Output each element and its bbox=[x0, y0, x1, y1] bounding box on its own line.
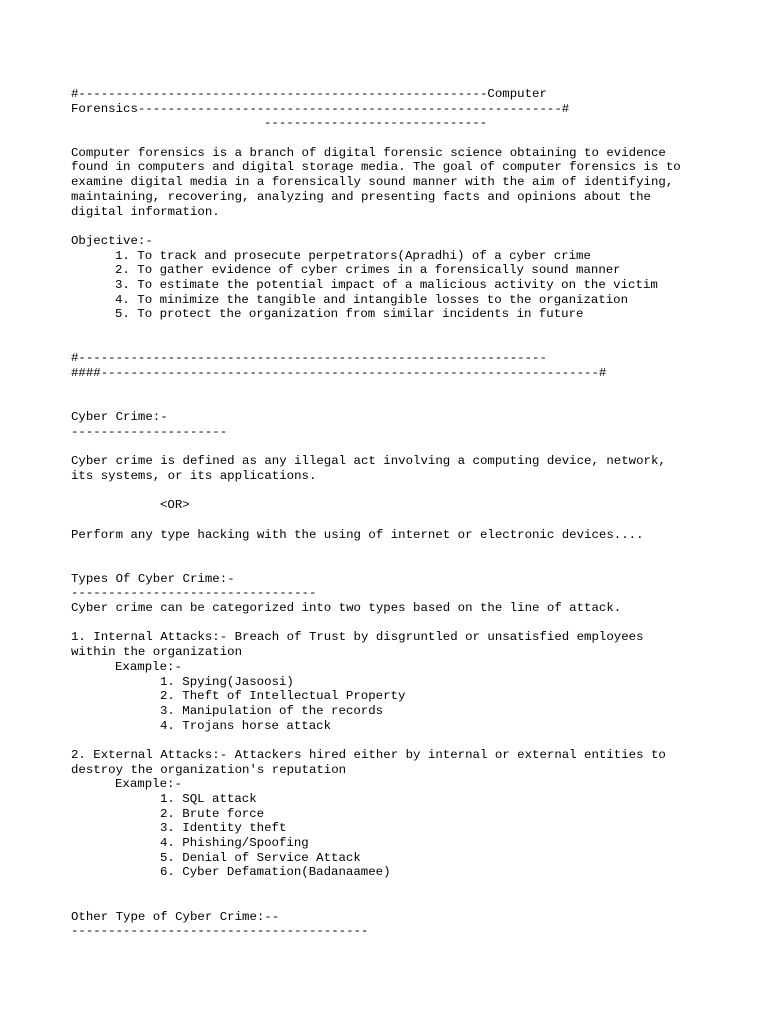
objective-item: 2. To gather evidence of cyber crimes in a forensically sound manner bbox=[115, 263, 621, 278]
types-rule: --------------------------------- bbox=[71, 586, 317, 601]
external-attacks-line: 2. External Attacks:- Attackers hired either by internal or external entities to bbox=[71, 747, 666, 762]
intro-line: examine digital media in a forensically sound manner with the aim of identifying, bbox=[71, 175, 674, 190]
intro-line: digital information. bbox=[71, 204, 220, 219]
intro-line: found in computers and digital storage media. The goal of computer forensics is to bbox=[71, 160, 681, 175]
internal-example-item: 1. Spying(Jasoosi) bbox=[160, 674, 294, 689]
intro-line: Computer forensics is a branch of digital forensic science obtaining to evidence bbox=[71, 145, 666, 160]
objective-item: 1. To track and prosecute perpetrators(Apradhi) of a cyber crime bbox=[115, 248, 591, 263]
internal-attacks-line: 1. Internal Attacks:- Breach of Trust by disgruntled or unsatisfied employees bbox=[71, 630, 644, 645]
objective-item: 4. To minimize the tangible and intangible losses to the organization bbox=[115, 292, 629, 307]
other-types-heading: Other Type of Cyber Crime:-- bbox=[71, 909, 280, 924]
internal-attacks-line: within the organization bbox=[71, 645, 243, 660]
types-heading: Types Of Cyber Crime:- bbox=[71, 571, 235, 586]
external-attacks-line: destroy the organization's reputation bbox=[71, 762, 347, 777]
separator-line-2: ####-------------------------------------------------------------------# bbox=[71, 366, 607, 381]
external-example-item: 3. Identity theft bbox=[160, 821, 287, 836]
document-page bbox=[71, 87, 731, 939]
separator-line-1: #--------------------------------------------------------------- bbox=[71, 351, 547, 366]
external-example-item: 5. Denial of Service Attack bbox=[160, 850, 361, 865]
internal-example-item: 4. Trojans horse attack bbox=[160, 718, 332, 733]
definition-line: its systems, or its applications. bbox=[71, 468, 317, 483]
intro-line: maintaining, recovering, analyzing and presenting facts and opinions about the bbox=[71, 189, 651, 204]
header-rule: ------------------------------ bbox=[264, 116, 488, 131]
external-example-item: 6. Cyber Defamation(Badanaamee) bbox=[160, 865, 391, 880]
external-example-item: 2. Brute force bbox=[160, 806, 265, 821]
objective-heading: Objective:- bbox=[71, 233, 153, 248]
objective-item: 3. To estimate the potential impact of a malicious activity on the victim bbox=[115, 277, 658, 292]
internal-example-item: 3. Manipulation of the records bbox=[160, 703, 384, 718]
objective-item: 5. To protect the organization from similar incidents in future bbox=[115, 307, 584, 322]
alternate-definition: Perform any type hacking with the using of internet or electronic devices.... bbox=[71, 527, 644, 542]
header-line-2: Forensics---------------------------------------------------------# bbox=[71, 101, 570, 116]
external-example-label: Example:- bbox=[115, 777, 182, 792]
definition-line: Cyber crime is defined as any illegal act involving a computing device, network, bbox=[71, 454, 666, 469]
internal-example-label: Example:- bbox=[115, 659, 182, 674]
cyber-crime-heading: Cyber Crime:- bbox=[71, 410, 168, 425]
external-example-item: 4. Phishing/Spoofing bbox=[160, 836, 309, 851]
cyber-crime-rule: --------------------- bbox=[71, 424, 228, 439]
or-separator: <OR> bbox=[160, 498, 190, 513]
other-types-rule: ---------------------------------------- bbox=[71, 924, 369, 939]
internal-example-item: 2. Theft of Intellectual Property bbox=[160, 689, 406, 704]
external-example-item: 1. SQL attack bbox=[160, 792, 257, 807]
header-line-1: #-------------------------------------------------------Computer bbox=[71, 87, 547, 101]
types-intro: Cyber crime can be categorized into two types based on the line of attack. bbox=[71, 601, 622, 616]
